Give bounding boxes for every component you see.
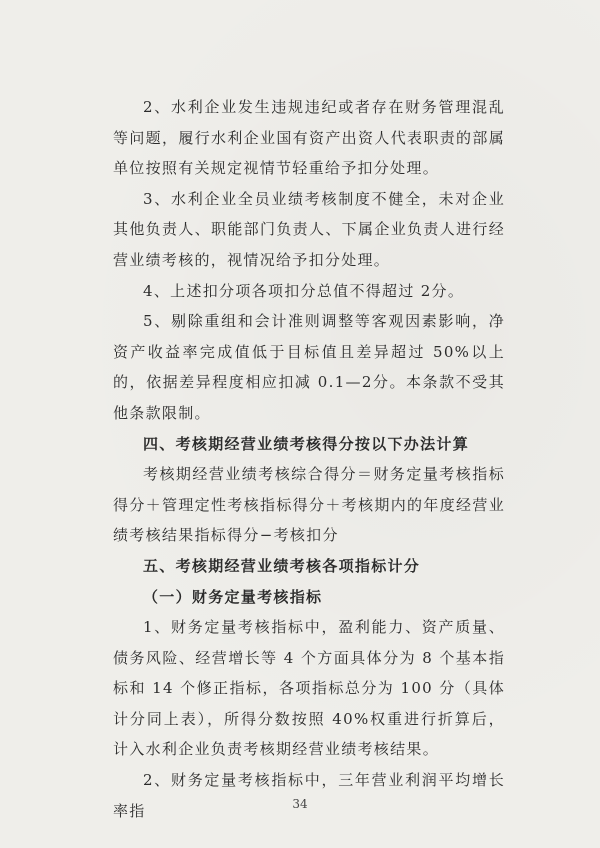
page-number: 34 [292, 797, 308, 811]
paragraph-item-4: 4、上述扣分项各项扣分总值不得超过 2分。 [143, 281, 465, 300]
paragraph-financial-1: 1、财务定量考核指标中，盈利能力、资产质量、债务风险、经营增长等 4 个方面具体分为 8 个基本指标和 14 个修正指标，各项指标总分为 100 分（具体计分同上表），所得分数按照 40%权重进行折算后，计入水利企业负责考核期经营业绩考核结果。 [113, 618, 505, 759]
paragraph-financial-2: 2、财务定量考核指标中，三年营业利润平均增长率指 [113, 771, 505, 820]
paragraph-item-3: 3、水利企业全员业绩考核制度不健全，未对企业其他负责人、职能部门负责人、下属企业负责人进行经营业绩考核的，视情况给予扣分处理。 [113, 189, 505, 269]
paragraph-item-2: 2、水利企业发生违规违纪或者存在财务管理混乱等问题，履行水利企业国有资产出资人代表职责的部属单位按照有关规定视情节轻重给予扣分处理。 [113, 98, 505, 178]
section-heading-4: 四、考核期经营业绩考核得分按以下办法计算 [143, 434, 470, 453]
formula-paragraph: 考核期经营业绩考核综合得分＝财务定量考核指标得分＋管理定性考核指标得分＋考核期内的年度经营业绩考核结果指标得分−考核扣分 [113, 465, 505, 545]
paragraph-item-5: 5、剔除重组和会计准则调整等客观因素影响，净资产收益率完成值低于目标值且差异超过 50%以上的，依据差异程度相应扣减 0.1—2分。本条款不受其他条款限制。 [113, 312, 505, 422]
subsection-heading-1: （一）财务定量考核指标 [143, 587, 323, 606]
section-heading-5: 五、考核期经营业绩考核各项指标计分 [143, 556, 421, 575]
page-body [113, 92, 505, 826]
